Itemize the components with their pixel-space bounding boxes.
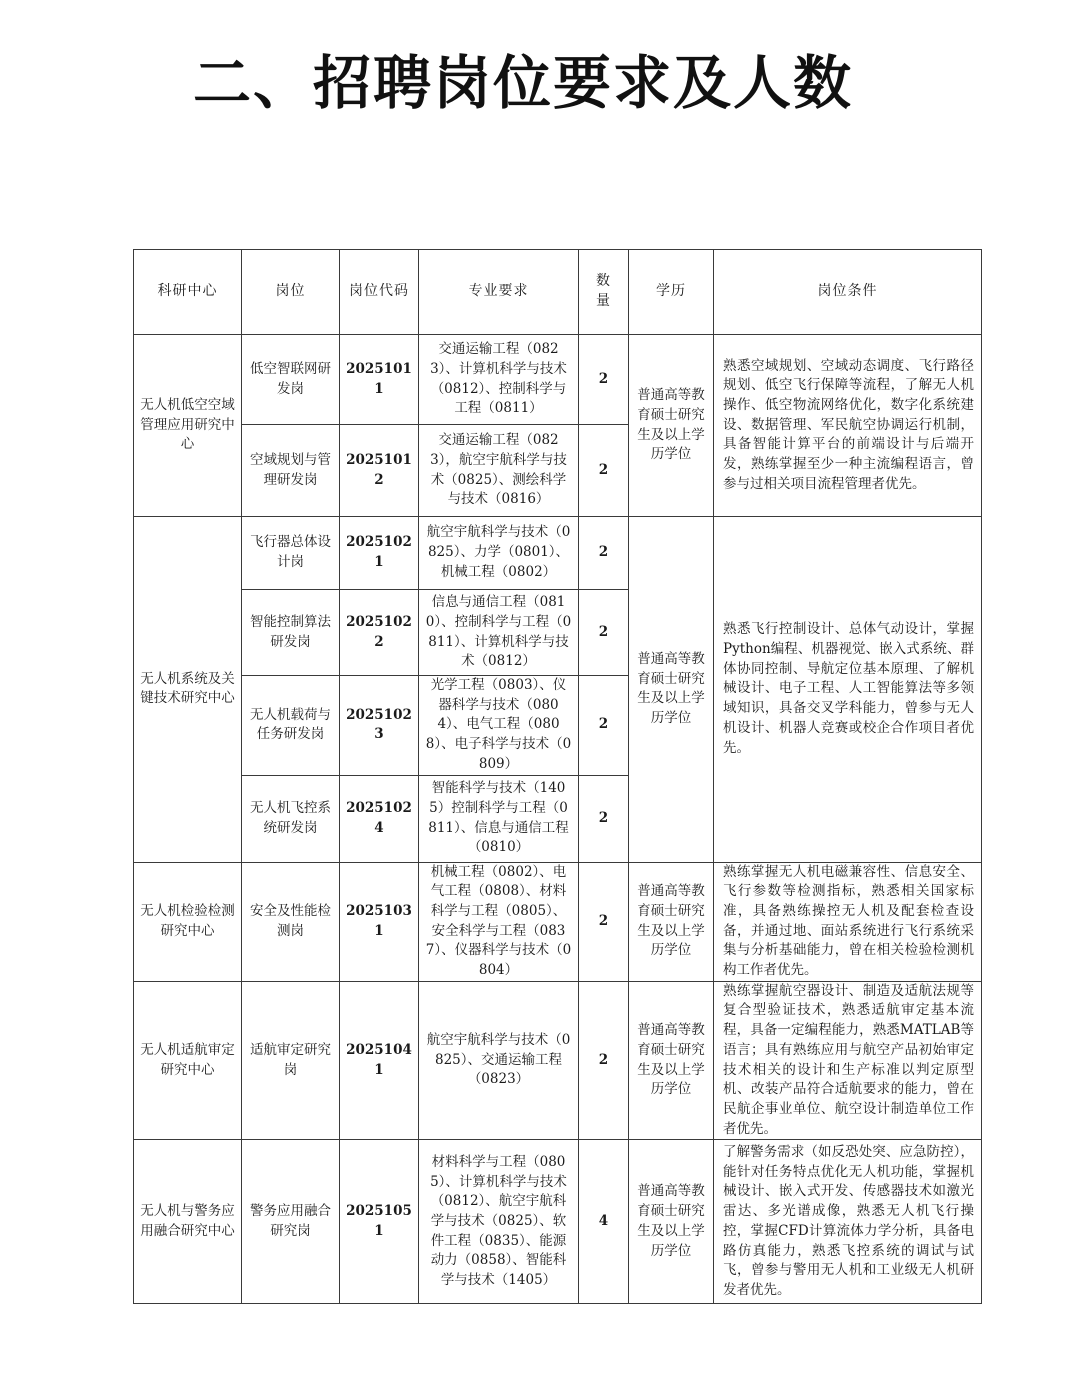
post-name: 低空智联网研发岗 bbox=[242, 335, 340, 425]
center-name: 无人机与警务应用融合研究中心 bbox=[134, 1140, 242, 1304]
post-code: 20251024 bbox=[340, 775, 419, 862]
degree-requirement: 普通高等教育硕士研究生及以上学历学位 bbox=[629, 335, 714, 517]
degree-requirement: 普通高等教育硕士研究生及以上学历学位 bbox=[629, 517, 714, 863]
position-condition: 熟悉空域规划、空域动态调度、飞行路径规划、低空飞行保障等流程，了解无人机操作、低空物流网络优化，数字化系统建设、数据管理、军民航空协调运行机制，具备智能计算平台的前端设计与后端开发，熟练掌握至少一种主流编程语言，曾参与过相关项目流程管理者优先。 bbox=[714, 335, 982, 517]
header-condition: 岗位条件 bbox=[714, 250, 982, 335]
major-requirement: 智能科学与技术（1405）控制科学与工程（0811）、信息与通信工程（0810） bbox=[419, 775, 579, 862]
header-center: 科研中心 bbox=[134, 250, 242, 335]
degree-requirement: 普通高等教育硕士研究生及以上学历学位 bbox=[629, 862, 714, 981]
post-name: 警务应用融合研究岗 bbox=[242, 1140, 340, 1304]
major-requirement: 信息与通信工程（0810）、控制科学与工程（0811）、计算机科学与技术（0812） bbox=[419, 590, 579, 676]
degree-requirement: 普通高等教育硕士研究生及以上学历学位 bbox=[629, 1140, 714, 1304]
position-condition: 了解警务需求（如反恐处突、应急防控），能针对任务特点优化无人机功能，掌握机械设计、嵌入式开发、传感器技术如激光雷达、多光谱成像，熟悉无人机飞行操控，掌握CFD计算流体力学分析，具备电路仿真能力，熟悉飞控系统的调试与试飞，曾参与警用无人机和工业级无人机研发者优先。 bbox=[714, 1140, 982, 1304]
table-row bbox=[134, 335, 982, 425]
post-code: 20251011 bbox=[340, 335, 419, 425]
header-code: 岗位代码 bbox=[340, 250, 419, 335]
post-code: 20251022 bbox=[340, 590, 419, 676]
table-row bbox=[134, 981, 982, 1140]
post-code: 20251051 bbox=[340, 1140, 419, 1304]
table-header-row bbox=[134, 250, 982, 335]
post-name: 智能控制算法研发岗 bbox=[242, 590, 340, 676]
post-name: 安全及性能检测岗 bbox=[242, 862, 340, 981]
headcount: 2 bbox=[579, 590, 629, 676]
major-requirement: 航空宇航科学与技术（0825）、力学（0801）、机械工程（0802） bbox=[419, 517, 579, 590]
header-major: 专业要求 bbox=[419, 250, 579, 335]
table-row bbox=[134, 517, 982, 590]
post-name: 空域规划与管理研发岗 bbox=[242, 425, 340, 517]
center-name: 无人机适航审定研究中心 bbox=[134, 981, 242, 1140]
post-name: 无人机载荷与任务研发岗 bbox=[242, 676, 340, 776]
headcount: 2 bbox=[579, 862, 629, 981]
post-code: 20251021 bbox=[340, 517, 419, 590]
headcount: 2 bbox=[579, 425, 629, 517]
center-name: 无人机检验检测研究中心 bbox=[134, 862, 242, 981]
headcount: 2 bbox=[579, 676, 629, 776]
post-name: 适航审定研究岗 bbox=[242, 981, 340, 1140]
center-name: 无人机低空空域管理应用研究中心 bbox=[134, 335, 242, 517]
recruitment-table bbox=[133, 249, 982, 1304]
table-row bbox=[134, 1140, 982, 1304]
degree-requirement: 普通高等教育硕士研究生及以上学历学位 bbox=[629, 981, 714, 1140]
major-requirement: 光学工程（0803）、仪器科学与技术（0804）、电气工程（0808）、电子科学与技术（0809） bbox=[419, 676, 579, 776]
post-code: 20251041 bbox=[340, 981, 419, 1140]
center-name: 无人机系统及关键技术研究中心 bbox=[134, 517, 242, 863]
major-requirement: 机械工程（0802）、电气工程（0808）、材料科学与工程（0805）、安全科学与工程（0837）、仪器科学与技术（0804） bbox=[419, 862, 579, 981]
headcount: 2 bbox=[579, 517, 629, 590]
post-name: 无人机飞控系统研发岗 bbox=[242, 775, 340, 862]
table-row bbox=[134, 862, 982, 981]
post-code: 20251012 bbox=[340, 425, 419, 517]
headcount: 2 bbox=[579, 775, 629, 862]
position-condition: 熟悉飞行控制设计、总体气动设计，掌握Python编程、机器视觉、嵌入式系统、群体协同控制、导航定位基本原理、了解机械设计、电子工程、人工智能算法等多领域知识，具备交叉学科能力，曾参与无人机设计、机器人竞赛或校企合作项目者优先。 bbox=[714, 517, 982, 863]
headcount: 4 bbox=[579, 1140, 629, 1304]
headcount: 2 bbox=[579, 335, 629, 425]
major-requirement: 航空宇航科学与技术（0825）、交通运输工程（0823） bbox=[419, 981, 579, 1140]
major-requirement: 材料科学与工程（0805）、计算机科学与技术（0812）、航空宇航科学与技术（0825）、软件工程（0835）、能源动力（0858）、智能科学与技术（1405） bbox=[419, 1140, 579, 1304]
post-name: 飞行器总体设计岗 bbox=[242, 517, 340, 590]
major-requirement: 交通运输工程（0823），航空宇航科学与技术（0825）、测绘科学与技术（0816） bbox=[419, 425, 579, 517]
header-count: 数量 bbox=[579, 250, 629, 335]
header-degree: 学历 bbox=[629, 250, 714, 335]
post-code: 20251031 bbox=[340, 862, 419, 981]
position-condition: 熟练掌握航空器设计、制造及适航法规等复合型验证技术，熟悉适航审定基本流程，具备一定编程能力，熟悉MATLAB等语言；具有熟练应用与航空产品初始审定技术相关的设计和生产标准以判定原型机、改装产品符合适航要求的能力，曾在民航企事业单位、航空设计制造单位工作者优先。 bbox=[714, 981, 982, 1140]
major-requirement: 交通运输工程（0823）、计算机科学与技术（0812）、控制科学与工程（0811） bbox=[419, 335, 579, 425]
post-code: 20251023 bbox=[340, 676, 419, 776]
header-post: 岗位 bbox=[242, 250, 340, 335]
page-title: 二、招聘岗位要求及人数 bbox=[193, 49, 854, 117]
position-condition: 熟练掌握无人机电磁兼容性、信息安全、飞行参数等检测指标，熟悉相关国家标准，具备熟练操控无人机及配套检查设备，并通过地、面站系统进行飞行系统采集与分析基础能力，曾在相关检验检测机构工作者优先。 bbox=[714, 862, 982, 981]
headcount: 2 bbox=[579, 981, 629, 1140]
